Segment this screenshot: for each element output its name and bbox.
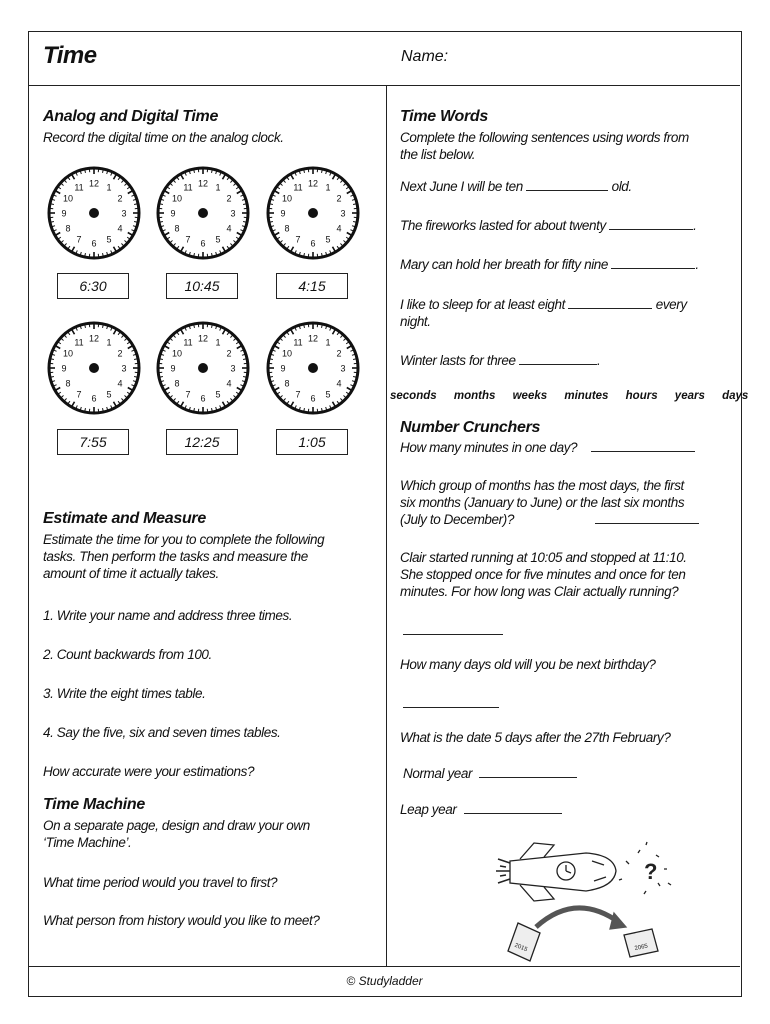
minute-tick: [134, 377, 137, 378]
word-weeks: weeks: [512, 390, 548, 402]
minute-tick: [194, 408, 195, 411]
analog-clock-5[interactable]: [154, 319, 252, 417]
clock-number: 12: [88, 333, 100, 344]
minute-tick: [194, 325, 195, 328]
clock-number: 8: [65, 378, 71, 389]
sentence-4-start: I like to sleep for at least eight: [400, 297, 565, 312]
clock-number: 3: [121, 363, 127, 374]
clock-number: 6: [310, 238, 316, 249]
clock-number: 7: [76, 234, 82, 245]
estimate-instruction-3: amount of time it actually takes.: [43, 566, 219, 581]
minute-tick: [134, 222, 137, 223]
clock-number: 1: [215, 337, 221, 348]
minute-tick: [270, 204, 273, 205]
question-mark-text: ?: [644, 859, 658, 884]
clock-number: 8: [284, 378, 290, 389]
clock-number: 7: [295, 234, 301, 245]
clock-number: 5: [215, 234, 221, 245]
clock-number: 6: [310, 393, 316, 404]
minute-tick: [103, 170, 104, 173]
sentence-4-middle: every: [655, 297, 687, 312]
task-1: 1. Write your name and address three times.: [43, 608, 293, 623]
sentence-5: [400, 352, 600, 369]
crunch-question-3-line-2: She stopped once for five minutes and once for ten: [400, 567, 686, 582]
clock-number: 9: [61, 363, 67, 374]
page-title: Time: [43, 42, 97, 69]
machine-question-1: What time period would you travel to first?: [43, 875, 278, 890]
sentence-3-end: .: [695, 257, 699, 272]
clock-center-dot: [89, 208, 99, 218]
clock-number: 11: [74, 182, 84, 193]
clock-center-dot: [308, 363, 318, 373]
crunch-question-2-line-2: six months (January to June) or the last six months: [400, 495, 685, 510]
right-calendar-shape: [624, 929, 658, 957]
leap-year-row: [400, 801, 562, 818]
footer-copyright: © Studyladder: [29, 966, 740, 996]
clock-number: 4: [336, 223, 342, 234]
words-heading: Time Words: [400, 108, 488, 125]
crunch-heading: Number Crunchers: [400, 419, 541, 436]
sentence-1: [400, 178, 632, 195]
analog-heading: Analog and Digital Time: [43, 108, 219, 125]
answer-blank-3[interactable]: [611, 268, 695, 269]
column-divider: [386, 86, 387, 966]
machine-instruction-1: On a separate page, design and draw your own: [43, 818, 310, 833]
clock-number: 9: [170, 363, 176, 374]
minute-tick: [160, 359, 163, 360]
clock-number: 6: [91, 238, 97, 249]
minute-tick: [103, 253, 104, 256]
clock-number: 4: [226, 378, 232, 389]
clock-number: 9: [280, 363, 286, 374]
crunch-question-3-line-3: minutes. For how long was Clair actually running?: [400, 584, 679, 599]
minute-tick: [212, 325, 213, 328]
clock-number: 6: [91, 393, 97, 404]
sentence-1-start: Next June I will be ten: [400, 179, 523, 194]
clock-number: 10: [63, 193, 74, 204]
clock-number: 7: [185, 389, 191, 400]
estimate-instruction-2: tasks. Then perform the tasks and measure the: [43, 549, 308, 564]
minute-tick: [194, 170, 195, 173]
minute-tick: [85, 325, 86, 328]
clock-number: 4: [336, 378, 342, 389]
minute-tick: [103, 408, 104, 411]
minute-tick: [85, 408, 86, 411]
analog-clock-3[interactable]: [264, 164, 362, 262]
minute-tick: [353, 359, 356, 360]
task-3: 3. Write the eight times table.: [43, 686, 206, 701]
minute-tick: [322, 408, 323, 411]
sentence-5-start: Winter lasts for three: [400, 353, 516, 368]
clock-number: 3: [230, 208, 236, 219]
crunch-question-4: How many days old will you be next birthday?: [400, 657, 656, 672]
sentence-3-start: Mary can hold her breath for fifty nine: [400, 257, 609, 272]
clock-number: 2: [117, 348, 123, 359]
minute-tick: [270, 359, 273, 360]
minute-tick: [322, 170, 323, 173]
clock-center-dot: [198, 208, 208, 218]
words-instruction-1: Complete the following sentences using words from: [400, 130, 689, 145]
minute-tick: [212, 170, 213, 173]
clock-number: 10: [63, 348, 74, 359]
crunch-answer-4[interactable]: [403, 707, 499, 708]
clock-number: 1: [325, 182, 331, 193]
minute-tick: [134, 204, 137, 205]
estimate-instruction-1: Estimate the time for you to complete the following: [43, 532, 325, 547]
clock-number: 2: [336, 193, 342, 204]
minute-tick: [51, 359, 54, 360]
minute-tick: [304, 253, 305, 256]
minute-tick: [212, 408, 213, 411]
crunch-question-2-line-1: Which group of months has the most days, the first: [400, 478, 684, 493]
answer-blank-1[interactable]: [526, 190, 608, 191]
analog-clock-6[interactable]: [264, 319, 362, 417]
minute-tick: [243, 377, 246, 378]
minute-tick: [160, 377, 163, 378]
clock-number: 8: [65, 223, 71, 234]
minute-tick: [243, 222, 246, 223]
minute-tick: [353, 377, 356, 378]
minute-tick: [304, 325, 305, 328]
word-hours: hours: [625, 390, 658, 402]
clock-number: 11: [74, 337, 84, 348]
clock-number: 7: [76, 389, 82, 400]
left-column: [43, 86, 373, 966]
machine-heading: Time Machine: [43, 796, 145, 813]
clock-number: 2: [336, 348, 342, 359]
word-years: years: [674, 390, 705, 402]
word-days: days: [722, 390, 749, 402]
normal-year-row: [403, 765, 577, 782]
minute-tick: [243, 359, 246, 360]
minute-tick: [353, 222, 356, 223]
digital-time-box-1: 6:30: [57, 273, 129, 299]
clock-number: 8: [174, 223, 180, 234]
clock-number: 12: [307, 178, 319, 189]
clock-number: 1: [215, 182, 221, 193]
digital-time-box-5: 12:25: [166, 429, 238, 455]
minute-tick: [85, 253, 86, 256]
clock-number: 10: [172, 348, 183, 359]
clock-number: 3: [340, 363, 346, 374]
crunch-question-5: What is the date 5 days after the 27th February?: [400, 730, 671, 745]
estimate-heading: Estimate and Measure: [43, 510, 206, 527]
clock-number: 4: [117, 223, 123, 234]
minute-tick: [194, 253, 195, 256]
clock-number: 8: [284, 223, 290, 234]
crunch-question-1: [400, 439, 695, 456]
clock-center-dot: [89, 363, 99, 373]
leap-year-label: Leap year: [400, 802, 457, 817]
normal-year-answer[interactable]: [479, 777, 577, 778]
minute-tick: [270, 377, 273, 378]
crunch-question-2-line-3-text: (July to December)?: [400, 512, 514, 527]
clock-number: 8: [174, 378, 180, 389]
sentence-2-end: .: [693, 218, 697, 233]
clock-number: 5: [325, 234, 331, 245]
clock-center-dot: [308, 208, 318, 218]
clock-number: 5: [106, 389, 112, 400]
minute-tick: [322, 253, 323, 256]
machine-instruction-2: ‘Time Machine’.: [43, 835, 132, 850]
word-seconds: seconds: [390, 390, 437, 402]
clock-number: 2: [226, 193, 232, 204]
time-machine-illustration: [496, 839, 686, 963]
answer-blank-4[interactable]: [568, 308, 652, 309]
clock-number: 6: [200, 393, 206, 404]
clock-number: 3: [230, 363, 236, 374]
clock-number: 2: [117, 193, 123, 204]
minute-tick: [160, 204, 163, 205]
minute-tick: [85, 170, 86, 173]
crunch-question-2-line-3: [400, 511, 699, 528]
clock-number: 3: [340, 208, 346, 219]
clock-number: 12: [197, 333, 209, 344]
sentence-4: [400, 296, 687, 313]
machine-question-2: What person from history would you like to meet?: [43, 913, 320, 928]
sentence-1-end: old.: [611, 179, 632, 194]
clock-number: 1: [325, 337, 331, 348]
clock-number: 9: [170, 208, 176, 219]
clock-number: 12: [88, 178, 100, 189]
minute-tick: [304, 408, 305, 411]
sentence-3: [400, 256, 699, 273]
clock-number: 4: [117, 378, 123, 389]
crunch-answer-1[interactable]: [591, 451, 695, 452]
name-label: Name:: [401, 48, 449, 65]
clock-number: 10: [282, 348, 293, 359]
clock-number: 7: [295, 389, 301, 400]
leap-year-answer[interactable]: [464, 813, 562, 814]
sentence-2: [400, 217, 697, 234]
right-calendar-year: 2065: [634, 943, 649, 953]
digital-time-box-3: 4:15: [276, 273, 348, 299]
word-list: [390, 390, 748, 402]
clock-number: 1: [106, 337, 112, 348]
clock-number: 5: [325, 389, 331, 400]
clock-number: 2: [226, 348, 232, 359]
clock-number: 5: [106, 234, 112, 245]
clock-number: 12: [307, 333, 319, 344]
clock-number: 6: [200, 238, 206, 249]
analog-clock-2[interactable]: [154, 164, 252, 262]
rocket-exhaust: [496, 859, 510, 883]
sentence-5-end: .: [596, 353, 601, 368]
crunch-answer-2[interactable]: [595, 523, 699, 524]
crunch-answer-3[interactable]: [403, 634, 503, 635]
travel-arrow-stroke: [536, 908, 620, 927]
estimate-question: How accurate were your estimations?: [43, 764, 255, 779]
minute-tick: [134, 359, 137, 360]
clock-number: 9: [61, 208, 67, 219]
clock-number: 12: [197, 178, 209, 189]
minute-tick: [353, 204, 356, 205]
minute-tick: [51, 204, 54, 205]
clock-number: 3: [121, 208, 127, 219]
clock-number: 5: [215, 389, 221, 400]
clock-center-dot: [198, 363, 208, 373]
minute-tick: [51, 222, 54, 223]
minute-tick: [270, 222, 273, 223]
crunch-question-1-text: How many minutes in one day?: [400, 440, 578, 455]
clock-number: 11: [293, 337, 303, 348]
minute-tick: [160, 222, 163, 223]
left-calendar-shape: [508, 923, 540, 961]
digital-time-box-2: 10:45: [166, 273, 238, 299]
sentence-2-start: The fireworks lasted for about twenty: [400, 218, 606, 233]
task-2: 2. Count backwards from 100.: [43, 647, 212, 662]
analog-clock-1[interactable]: [45, 164, 143, 262]
clock-number: 7: [185, 234, 191, 245]
clock-number: 9: [280, 208, 286, 219]
clock-number: 10: [172, 193, 183, 204]
clock-number: 10: [282, 193, 293, 204]
minute-tick: [243, 204, 246, 205]
digital-time-box-4: 7:55: [57, 429, 129, 455]
minute-tick: [322, 325, 323, 328]
analog-clock-4[interactable]: [45, 319, 143, 417]
task-4: 4. Say the five, six and seven times tables.: [43, 725, 281, 740]
worksheet: [28, 31, 749, 997]
minute-tick: [304, 170, 305, 173]
clock-number: 11: [183, 337, 193, 348]
worksheet-header: [29, 32, 740, 86]
normal-year-label: Normal year: [403, 766, 473, 781]
analog-instruction: Record the digital time on the analog clock.: [43, 130, 284, 145]
clock-number: 11: [183, 182, 193, 193]
left-calendar-year: 2015: [513, 942, 529, 954]
sentence-4-end: night.: [400, 314, 431, 329]
minute-tick: [51, 377, 54, 378]
words-instruction-2: the list below.: [400, 147, 476, 162]
minute-tick: [212, 253, 213, 256]
crunch-question-3-line-1: Clair started running at 10:05 and stopped at 11:10.: [400, 550, 687, 565]
clock-number: 4: [226, 223, 232, 234]
clock-number: 1: [106, 182, 112, 193]
answer-blank-2[interactable]: [609, 229, 693, 230]
right-column: [390, 86, 749, 966]
clock-number: 11: [293, 182, 303, 193]
answer-blank-5[interactable]: [519, 364, 597, 365]
minute-tick: [103, 325, 104, 328]
word-minutes: minutes: [564, 390, 609, 402]
word-months: months: [453, 390, 496, 402]
digital-time-box-6: 1:05: [276, 429, 348, 455]
